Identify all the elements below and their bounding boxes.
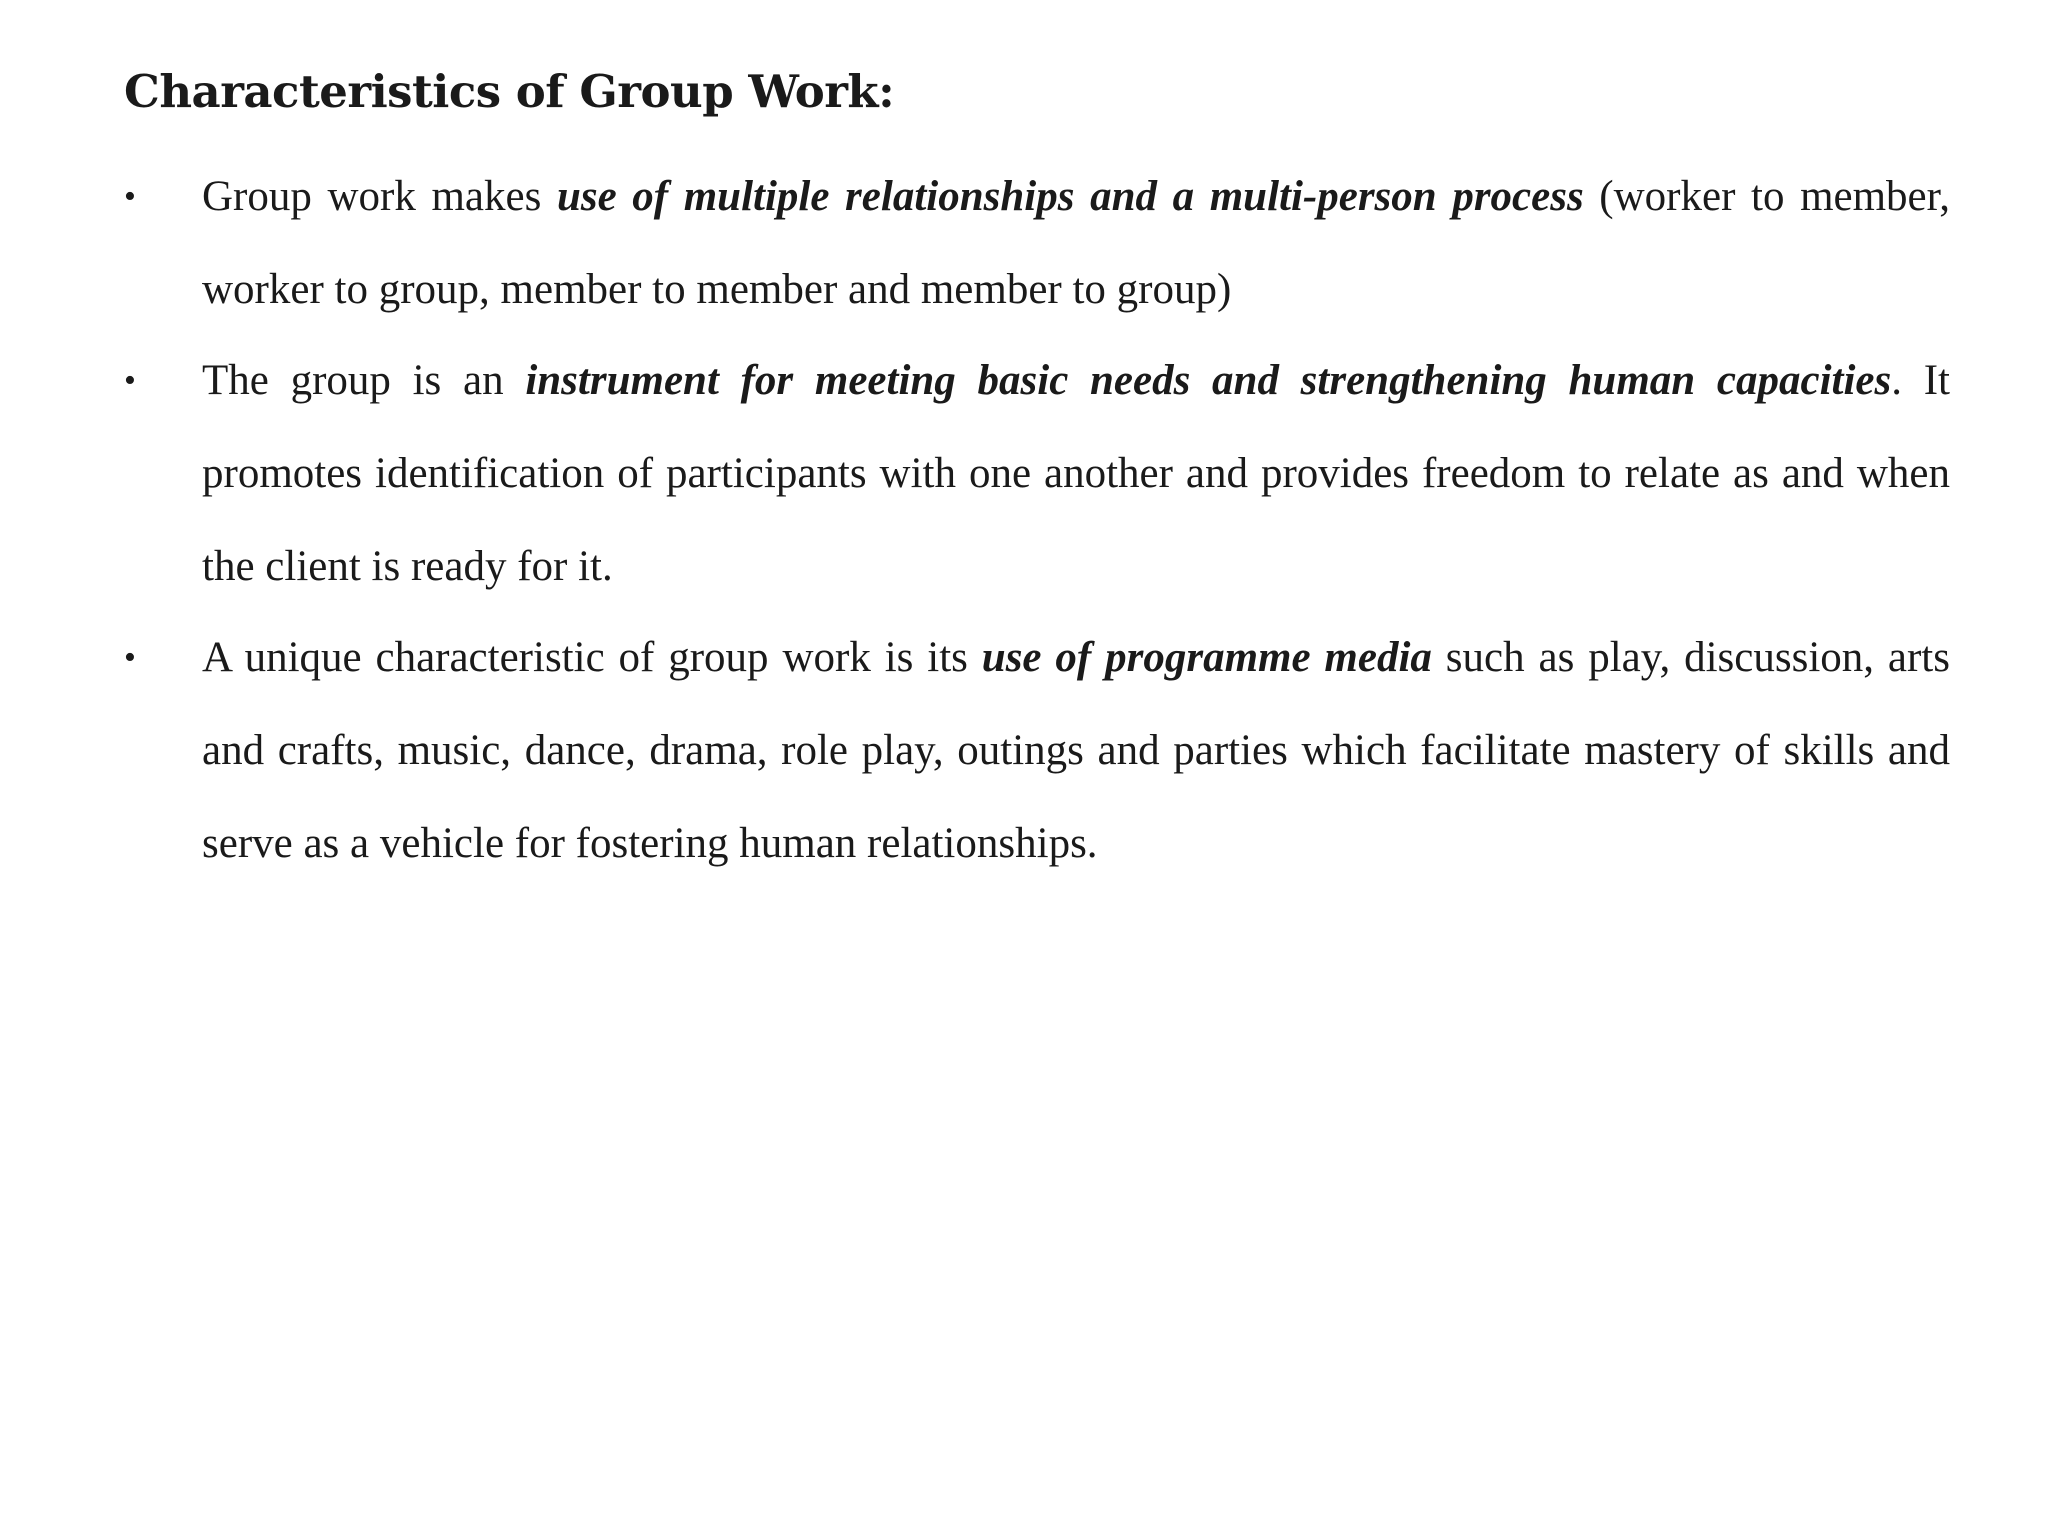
- text-run: . It promotes identification of participants with one another and provides freedom to relate as and when the client is ready for it.: [202, 357, 1950, 590]
- text-run: The group is an: [202, 357, 526, 404]
- bullet-icon: •: [124, 362, 136, 399]
- list-item-text: [202, 334, 1950, 613]
- bullet-icon: •: [124, 639, 136, 676]
- text-run: such as play, discussion, arts and crafts, music, dance, drama, role play, outings and parties which facilitate mastery of skills and serve as a vehicle for fostering human relationships.: [202, 634, 1950, 867]
- list-item-text: [202, 611, 1950, 890]
- text-run: Group work makes: [202, 173, 557, 220]
- emphasized-text: use of multiple relationships and a multi-person process: [556, 173, 1584, 220]
- list-item: [124, 611, 1950, 890]
- bullet-icon: •: [124, 178, 136, 215]
- characteristics-list: [124, 150, 1950, 890]
- list-item-text: [202, 150, 1950, 336]
- text-run: (worker to member, worker to group, member to member and member to group): [202, 173, 1950, 313]
- section-heading: Characteristics of Group Work:: [124, 65, 895, 118]
- text-run: A unique characteristic of group work is its: [202, 634, 982, 681]
- emphasized-text: instrument for meeting basic needs and strengthening human capacities: [525, 357, 1892, 404]
- list-item: [124, 334, 1950, 613]
- document-page: [124, 62, 1950, 910]
- list-item: [124, 150, 1950, 336]
- emphasized-text: use of programme media: [981, 634, 1432, 681]
